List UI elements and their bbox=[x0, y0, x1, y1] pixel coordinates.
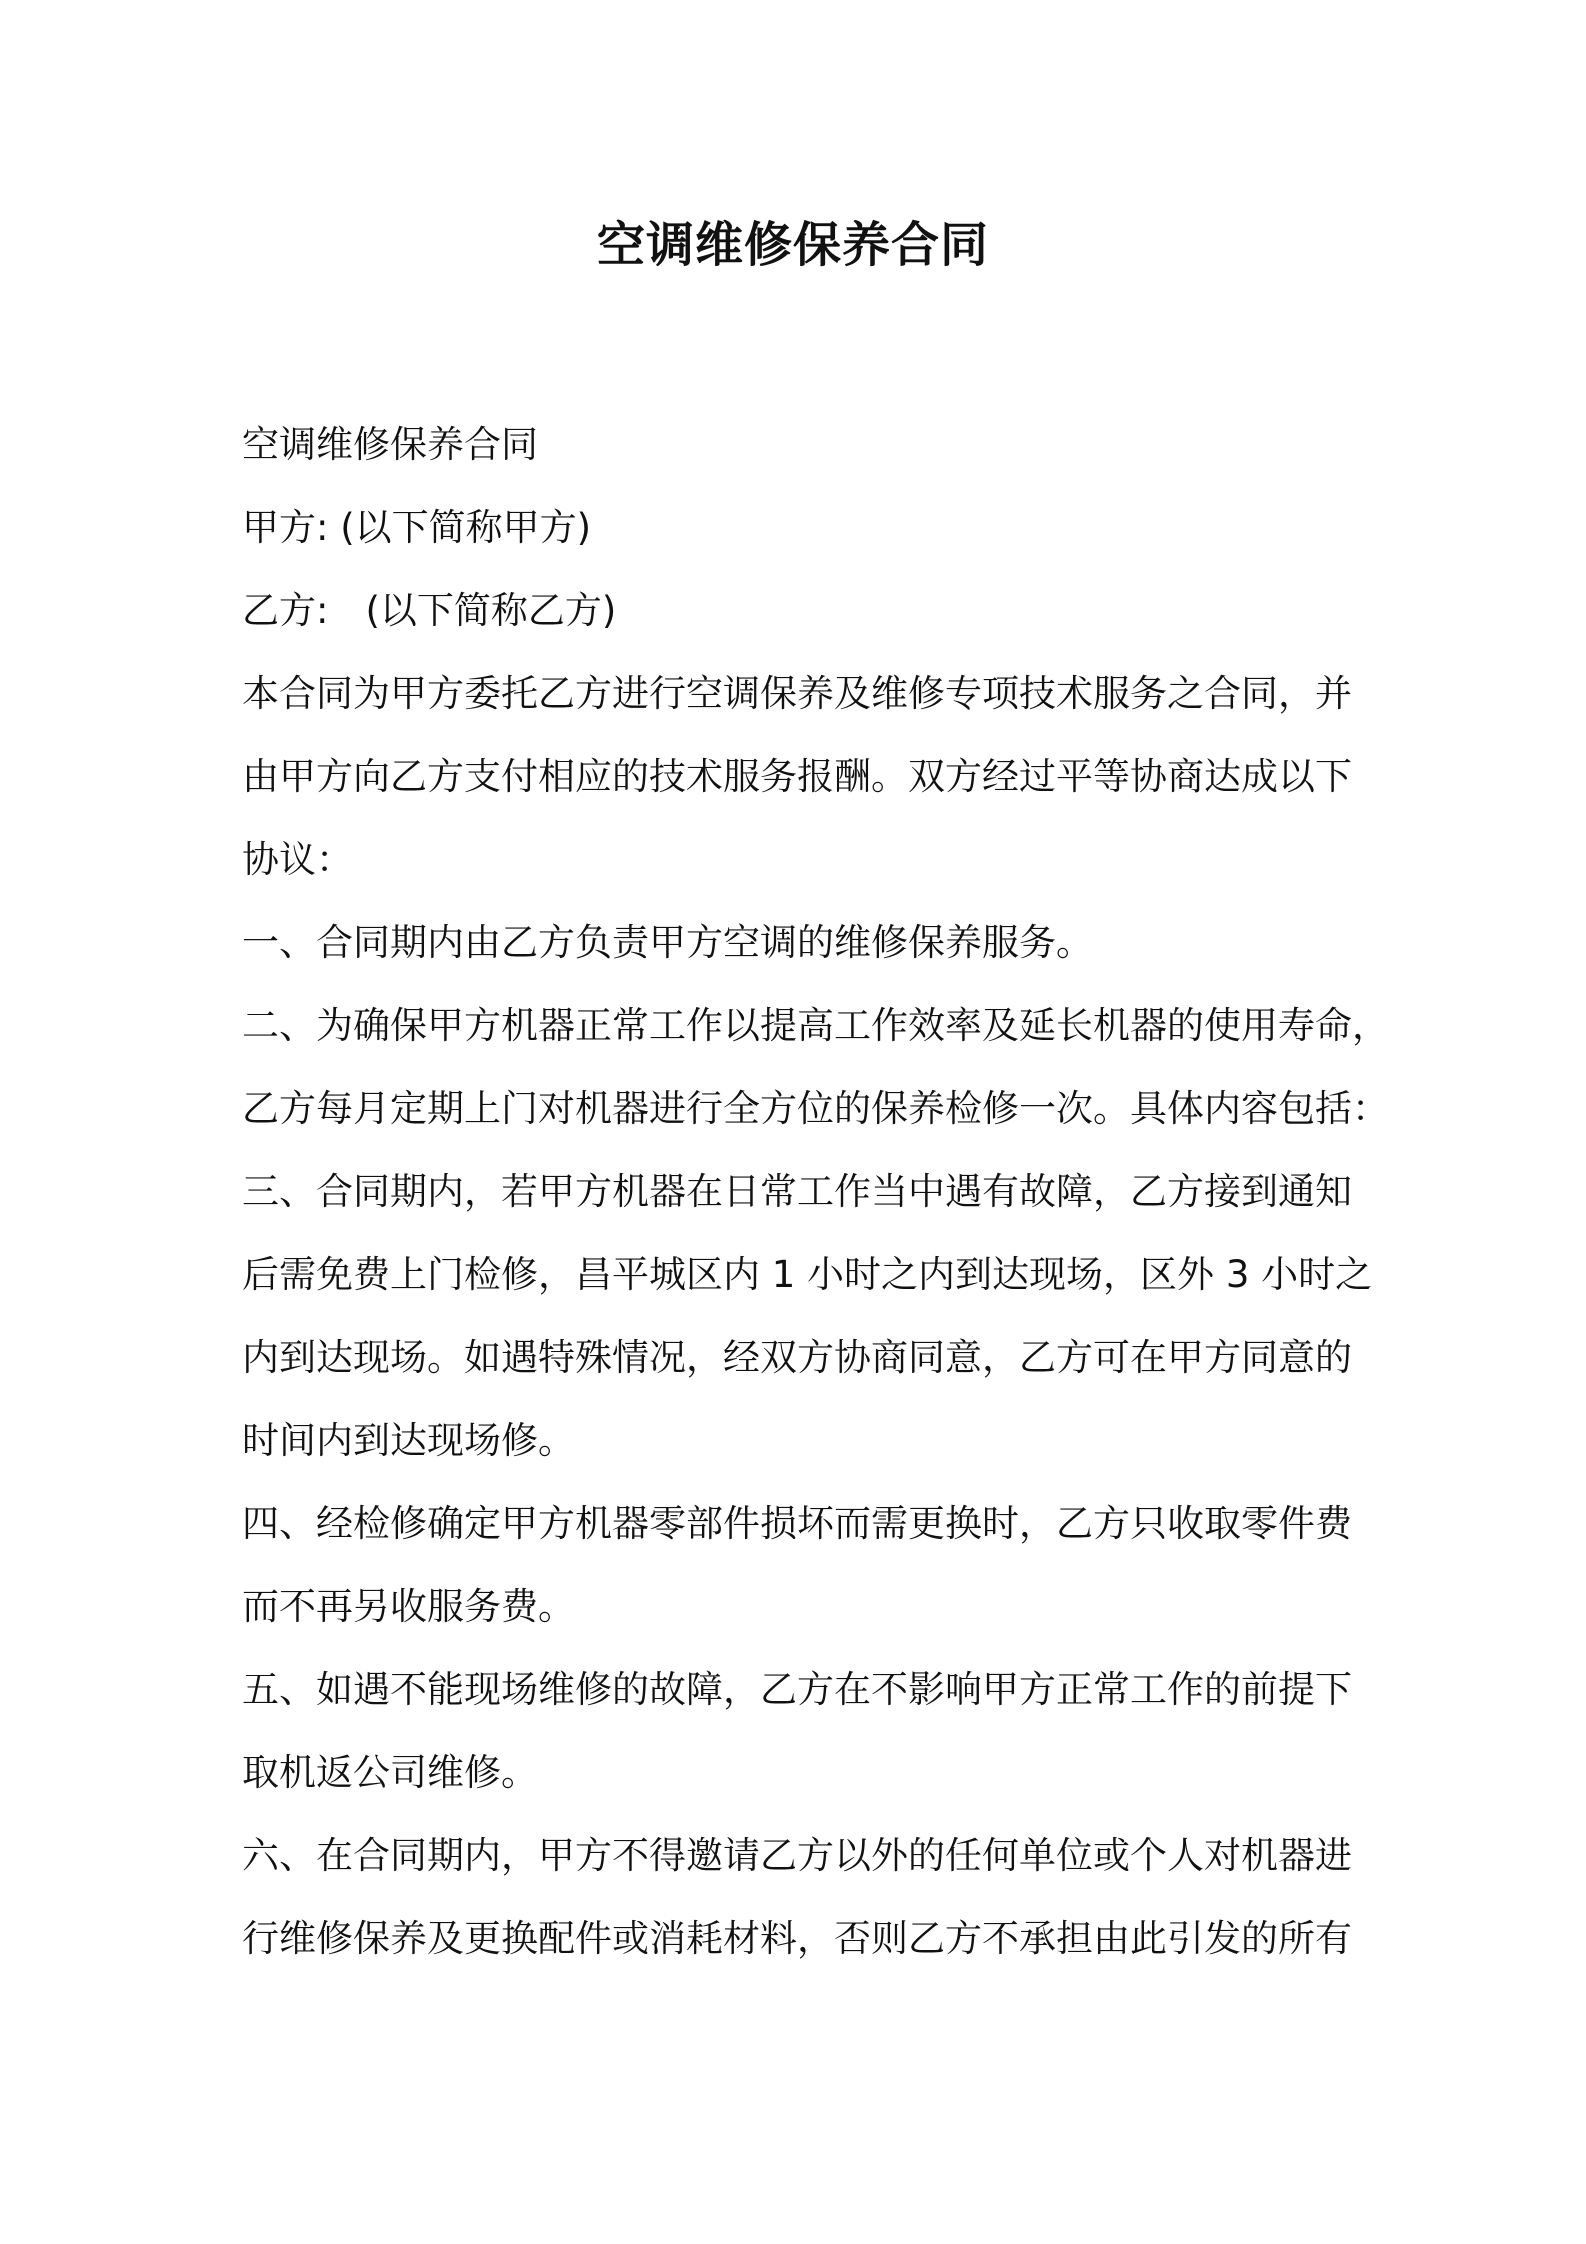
text-line: 五、如遇不能现场维修的故障，乙方在不影响甲方正常工作的前提下 bbox=[242, 1668, 1352, 1711]
text-line: 六、在合同期内，甲方不得邀请乙方以外的任何单位或个人对机器进 bbox=[242, 1834, 1352, 1877]
text-line: 而不再另收服务费。 bbox=[242, 1585, 575, 1628]
text-line: 本合同为甲方委托乙方进行空调保养及维修专项技术服务之合同，并 bbox=[242, 672, 1352, 715]
text-line: 由甲方向乙方支付相应的技术服务报酬。双方经过平等协商达成以下 bbox=[242, 755, 1352, 798]
document-title: 空调维修保养合同 bbox=[596, 217, 989, 273]
document-body bbox=[242, 403, 1389, 1980]
text-line: 后需免费上门检修，昌平城区内 1 小时之内到达现场，区外 3 小时之 bbox=[242, 1253, 1373, 1296]
text-line: 空调维修保养合同 bbox=[242, 423, 538, 466]
text-line: 二、为确保甲方机器正常工作以提高工作效率及延长机器的使用寿命， bbox=[242, 1004, 1389, 1047]
text-line: 三、合同期内，若甲方机器在日常工作当中遇有故障，乙方接到通知 bbox=[242, 1170, 1352, 1213]
text-line: 四、经检修确定甲方机器零部件损坏而需更换时，乙方只收取零件费 bbox=[242, 1502, 1352, 1545]
text-line: 行维修保养及更换配件或消耗材料，否则乙方不承担由此引发的所有 bbox=[242, 1917, 1352, 1960]
text-line: 乙方每月定期上门对机器进行全方位的保养检修一次。具体内容包括： bbox=[242, 1087, 1389, 1130]
text-line: 甲方: (以下简称甲方) bbox=[242, 506, 592, 549]
text-line: 一、合同期内由乙方负责甲方空调的维修保养服务。 bbox=[242, 921, 1093, 964]
text-line: 乙方: (以下简称乙方) bbox=[242, 589, 617, 632]
text-line: 取机返公司维修。 bbox=[242, 1751, 538, 1794]
text-line: 内到达现场。如遇特殊情况，经双方协商同意，乙方可在甲方同意的 bbox=[242, 1336, 1352, 1379]
text-line: 时间内到达现场修。 bbox=[242, 1419, 575, 1462]
text-line: 协议： bbox=[242, 838, 353, 881]
